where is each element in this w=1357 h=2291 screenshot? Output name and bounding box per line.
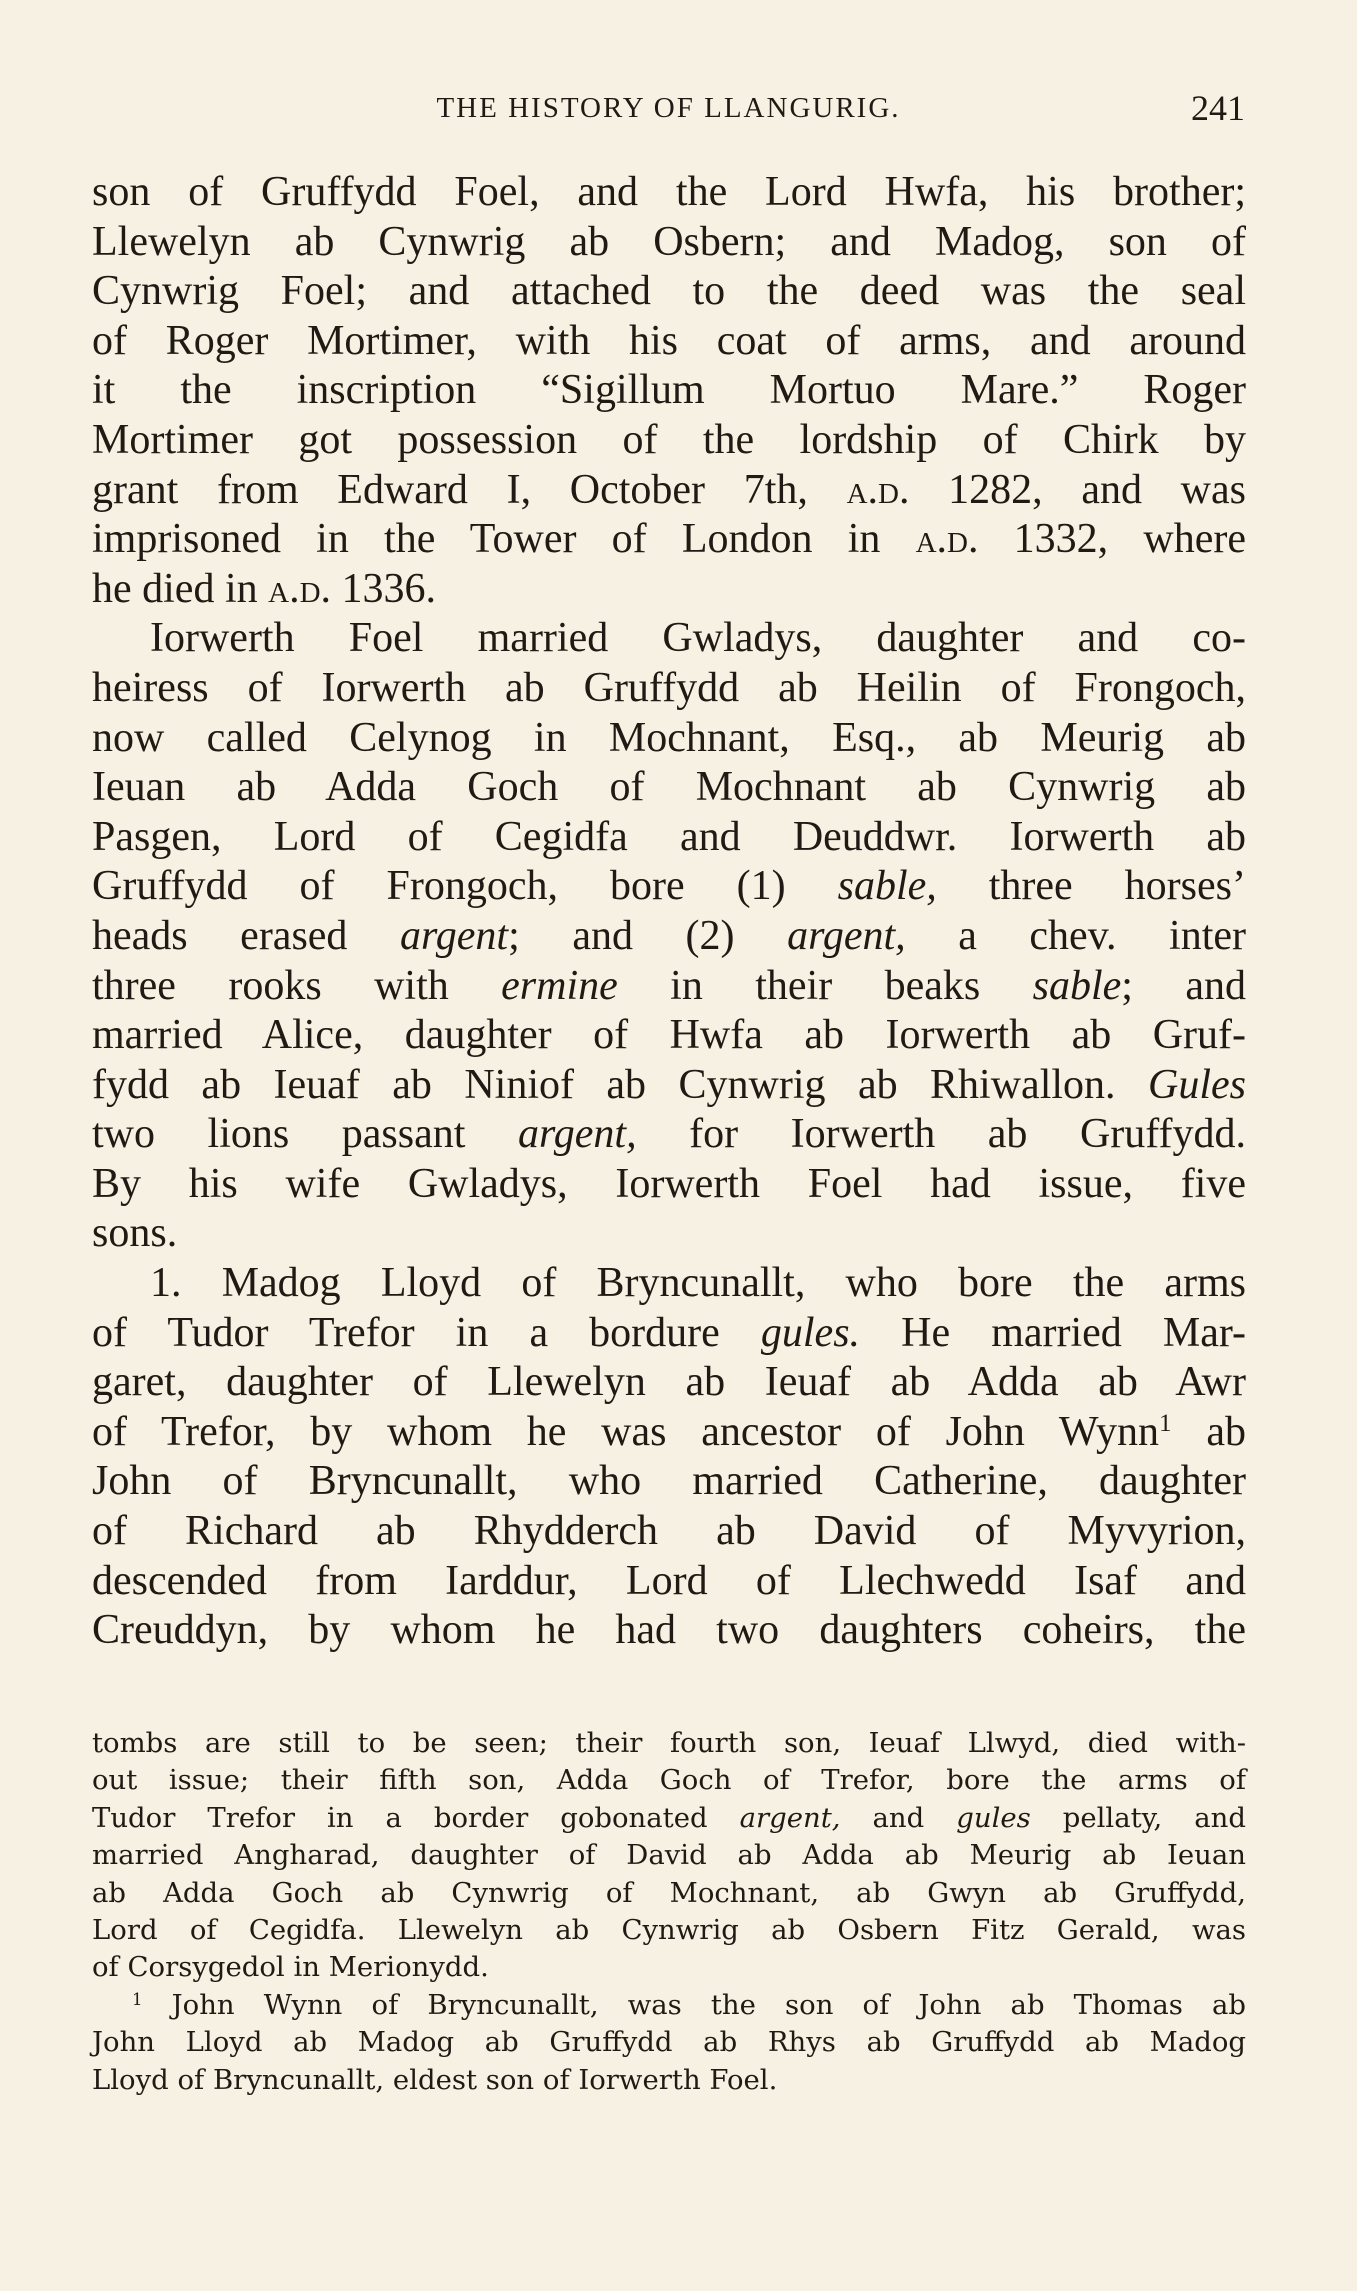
footnote-line: ab Adda Goch ab Cynwrig of Mochnant, ab Gwyn ab Gruffydd, [92,1876,1246,1909]
text-line: Pasgen, Lord of Cegidfa and Deuddwr. Iorwerth ab [92,813,1246,860]
text-line: By his wife Gwladys, Iorwerth Foel had issue, five [92,1160,1246,1207]
text-line: heads erased argent; and (2) argent, a chev. inter [92,912,1246,959]
text-line: Ieuan ab Adda Goch of Mochnant ab Cynwrig ab [92,764,1246,811]
footnote-line: married Angharad, daughter of David ab Adda ab Meurig ab Ieuan [92,1839,1246,1872]
text-line: heiress of Iorwerth ab Gruffydd ab Heilin of Frongoch, [92,664,1246,711]
footnotes [92,1725,1246,2099]
main-text [92,168,1246,1656]
text-line: Mortimer got possession of the lordship of Chirk by [92,416,1246,463]
text-line: of Trefor, by whom he was ancestor of John Wynn$^1$ ab [92,1408,1246,1455]
footnote-line: John Lloyd ab Madog ab Gruffydd ab Rhys ab Gruffydd ab Madog [92,2026,1246,2059]
text-line: two lions passant argent, for Iorwerth ab Gruffydd. [92,1111,1247,1158]
text-line: Gruffydd of Frongoch, bore (1) sable, three horses’ [92,863,1246,910]
text-line: married Alice, daughter of Hwfa ab Iorwerth ab Gruf- [92,1012,1246,1059]
running-title: THE HISTORY OF LLANGURIG. [436,92,901,124]
text-line: of Tudor Trefor in a bordure gules. He married Mar- [92,1309,1247,1356]
text-line: 1. Madog Lloyd of Bryncunallt, who bore the arms [150,1260,1246,1307]
text-line: fydd ab Ieuaf ab Niniof ab Cynwrig ab Rhiwallon. Gules [92,1061,1246,1108]
text-line: imprisoned in the Tower of London in a.d. 1332, where [92,516,1246,563]
text-line: John of Bryncunallt, who married Catherine, daughter [92,1458,1246,1505]
footnote-line: of Corsygedol in Merionydd. [92,1951,489,1984]
text-line: Iorwerth Foel married Gwladys, daughter and co- [150,615,1246,662]
footnote-marker: 1 [1159,1409,1172,1437]
text-line: descended from Iarddur, Lord of Llechwedd Isaf and [92,1557,1246,1604]
text-line: he died in a.d. 1336. [92,565,437,612]
text-line: Llewelyn ab Cynwrig ab Osbern; and Madog, son of [92,218,1246,265]
text-line: grant from Edward I, October 7th, a.d. 1282, and was [92,466,1246,513]
text-line: it the inscription “Sigillum Mortuo Mare.” Roger [92,367,1246,414]
footnote-line: Tudor Trefor in a border gobonated argent, and gules pellaty, and [92,1801,1246,1834]
text-line: of Richard ab Rhydderch ab David of Myvyrion, [92,1508,1246,1555]
footnote-line: out issue; their fifth son, Adda Goch of Trefor, bore the arms of [92,1764,1246,1797]
footnote-line: Lord of Cegidfa. Llewelyn ab Cynwrig ab Osbern Fitz Gerald, was [92,1913,1246,1946]
footnote-line: tombs are still to be seen; their fourth son, Ieuaf Llwyd, died with- [92,1727,1246,1759]
text-line: of Roger Mortimer, with his coat of arms, and around [92,317,1246,364]
text-line: Cynwrig Foel; and attached to the deed was the seal [92,268,1246,315]
footnote-marker: 1 [132,1989,143,2009]
text-line: Creuddyn, by whom he had two daughters coheirs, the [92,1607,1246,1654]
page-number: 241 [1191,88,1245,128]
text-line: garet, daughter of Llewelyn ab Ieuaf ab Adda ab Awr [92,1359,1246,1406]
footnote-line: $^1$ John Wynn of Bryncunallt, was the son of John ab Thomas ab [132,1988,1246,2021]
text-line: son of Gruffydd Foel, and the Lord Hwfa, his brother; [92,169,1246,215]
footnote-line: Lloyd of Bryncunallt, eldest son of Iorwerth Foel. [92,2063,778,2096]
text-line: sons. [92,1210,178,1257]
page-header [92,86,1245,130]
text-line: now called Celynog in Mochnant, Esq., ab Meurig ab [92,714,1246,761]
text-line: three rooks with ermine in their beaks sable; and [92,962,1247,1009]
